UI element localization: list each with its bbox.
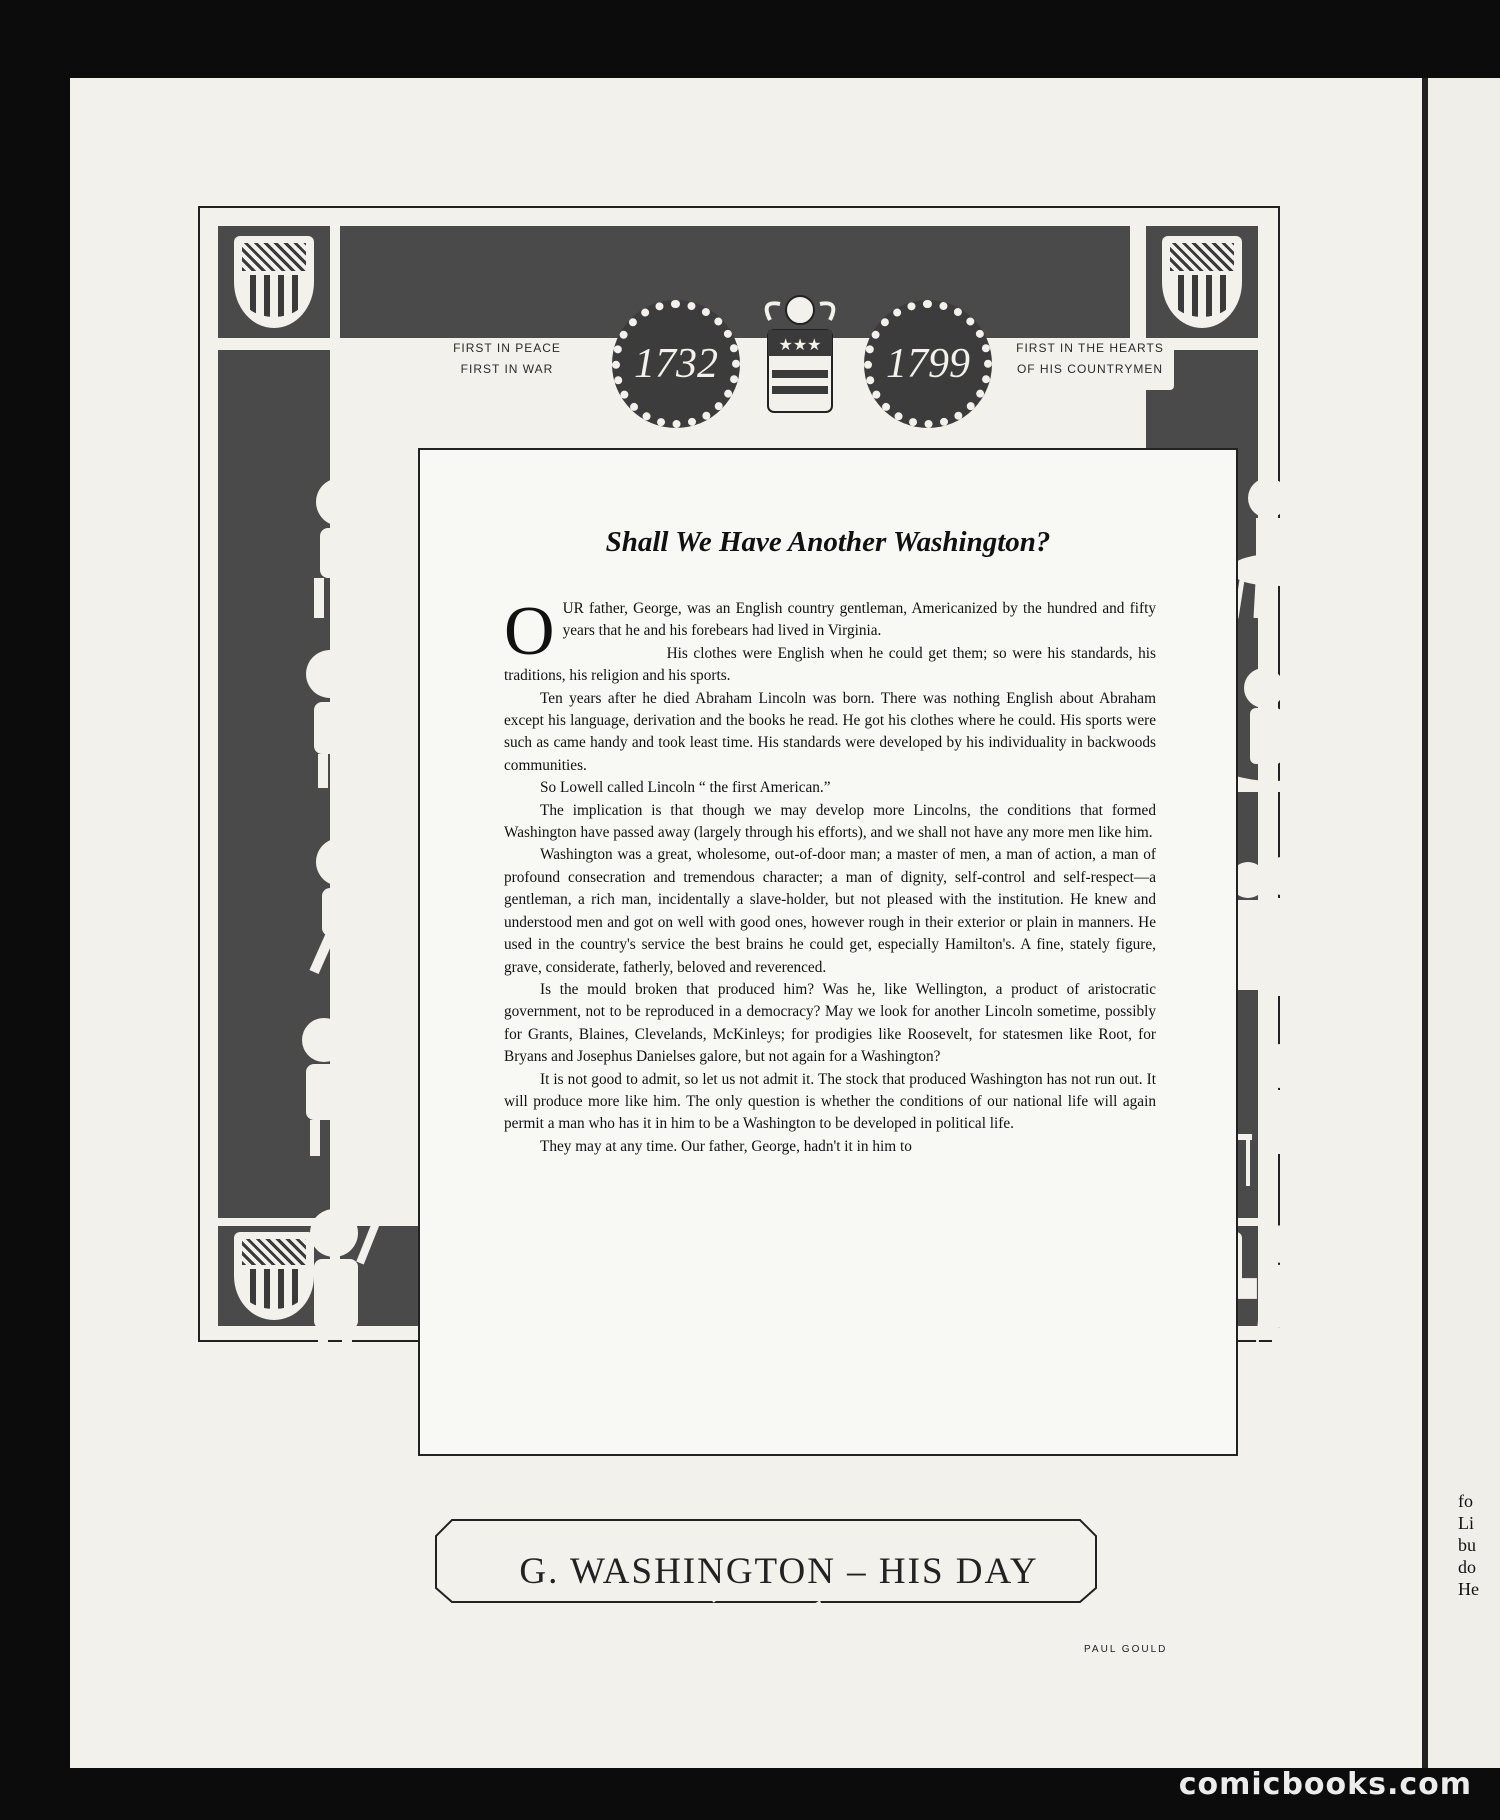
next-page-edge bbox=[1422, 78, 1500, 1768]
birth-year-medallion: 1732 bbox=[612, 300, 740, 428]
article-paragraph: The implication is that though we may develop more Lincolns, the conditions that formed Washington have passed away (largely through his efforts), and we shall not have any more men like him. bbox=[504, 801, 1156, 842]
washington-officer-caricature bbox=[284, 1188, 404, 1378]
washington-surveyor-caricature bbox=[284, 1000, 404, 1160]
article-paragraph: They may at any time. Our father, George, hadn't it in him to bbox=[540, 1137, 912, 1155]
footer-banner-title: G. WASHINGTON – HIS DAY bbox=[519, 1551, 1039, 1592]
article-body bbox=[504, 593, 1156, 1158]
washington-cherry-tree-caricature bbox=[284, 632, 404, 792]
artist-signature: PAUL GOULD bbox=[1084, 1644, 1168, 1655]
svg-text:★★★: ★★★ bbox=[778, 337, 822, 354]
article-paragraph: So Lowell called Lincoln “ the first American.” bbox=[540, 779, 831, 797]
article-paragraph: His clothes were English when he could get them; so were his standards, his traditions, his religion and his sports. bbox=[504, 644, 1156, 685]
eagle-crest-icon bbox=[750, 290, 850, 422]
article-paragraph: It is not good to admit, so let us not admit it. The stock that produced Washington has not run out. It will produce more like him. The only question is whether the conditions of our national life will again permit a man who has it in him to be a Washington to be developed in political life. bbox=[504, 1070, 1156, 1133]
drop-cap: O bbox=[504, 593, 555, 670]
washington-infant-caricature bbox=[284, 462, 404, 622]
next-page-fragment: fo Li bu do He bbox=[1458, 1491, 1479, 1599]
header-panel bbox=[340, 226, 1130, 338]
left-motto-scroll: FIRST IN PEACE FIRST IN WAR bbox=[432, 338, 582, 390]
shield-icon bbox=[234, 236, 314, 328]
right-motto-scroll: FIRST IN THE HEARTS OF HIS COUNTRYMEN bbox=[1006, 338, 1174, 390]
death-year-medallion: 1799 bbox=[864, 300, 992, 428]
article-paragraph: Is the mould broken that produced him? Was he, like Wellington, a product of aristocratic government, not to be reproduced in a democracy? May we look for another Lincoln sometime, possibly for Grants, Blaines, Clevelands, McKinleys; for prodigies like Roosevelt, for statesmen like Root, for Bryans and Josephus Danielses galore, but not again for a Washington? bbox=[504, 980, 1156, 1066]
site-watermark: comicbooks.com bbox=[1178, 1767, 1472, 1802]
shield-icon bbox=[1162, 236, 1242, 328]
corner-panel-top-right bbox=[1146, 226, 1258, 338]
article-paragraph: Ten years after he died Abraham Lincoln was born. There was nothing English about Abraham except his language, derivation and the books he read. He got his clothes where he could. His sports were such as came handy and took least time. His standards were developed by his individuality in backwoods communities. bbox=[504, 689, 1156, 774]
corner-panel-top-left bbox=[218, 226, 330, 338]
article-paragraph: OUR father, George, was an English country gentleman, Americanized by the hundred and fifty years that he and his forebears had lived in Virginia. bbox=[504, 593, 1156, 670]
article-headline: Shall We Have Another Washington? bbox=[605, 526, 1051, 558]
article-paragraph: Washington was a great, wholesome, out-of-door man; a master of men, a man of action, a man of profound consecration and tremendous character; a man of dignity, self-control and self-respect—a gentleman, a rich man, incidentally a slave-holder, but not pleased with the institution. He knew and understood men and got on well with good ones, however rough in their exterior or plain in manners. He used in the country's service the best brains he could get, especially Hamilton's. A fine, stately figure, grave, considerate, fatherly, beloved and reverenced. bbox=[504, 846, 1156, 976]
article-box bbox=[418, 448, 1238, 1456]
washington-youth-caricature bbox=[284, 822, 404, 982]
